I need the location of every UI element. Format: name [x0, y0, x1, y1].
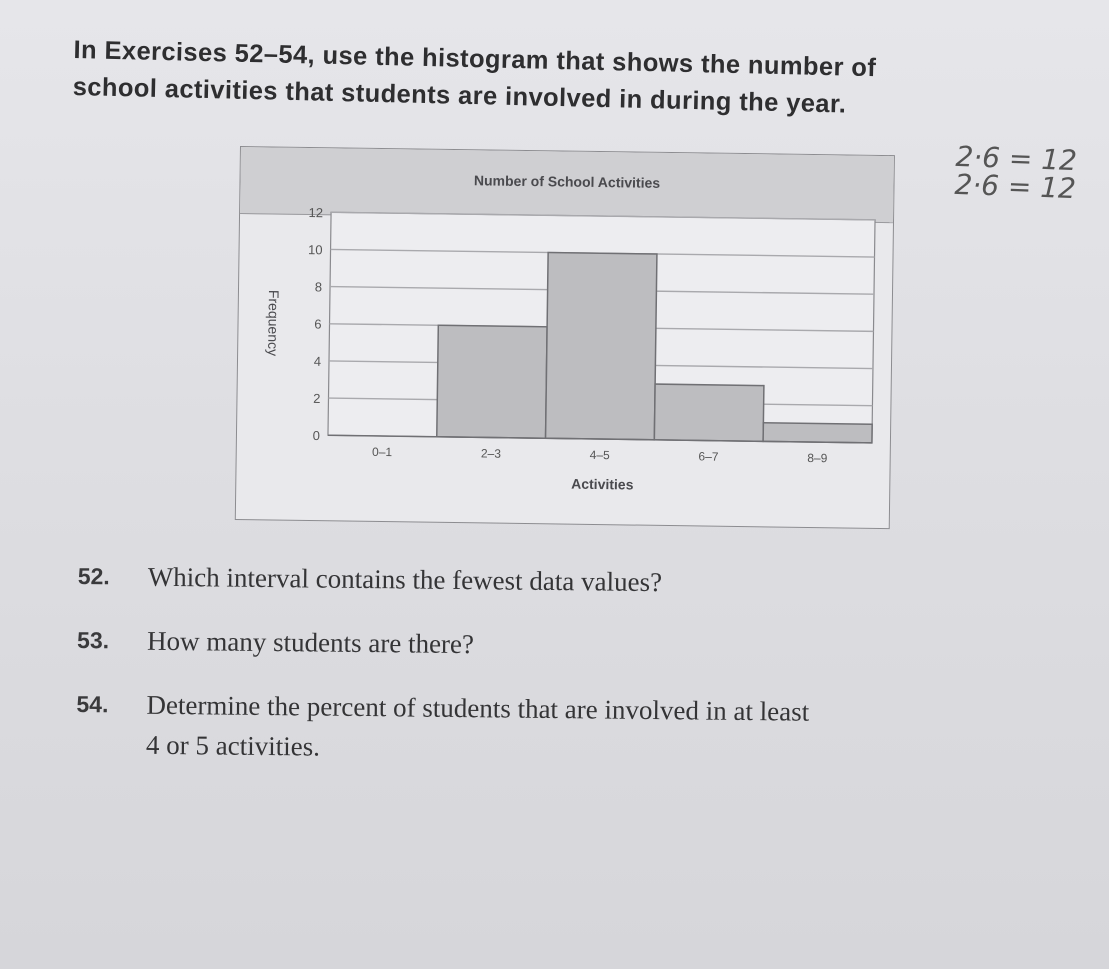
y-tick-label: 8 [314, 279, 323, 295]
x-tick-label: 6–7 [698, 449, 719, 464]
handwritten-line-2: 2·6 = 12 [953, 167, 1077, 206]
question-53 [77, 620, 1067, 670]
y-tick-label: 0 [312, 428, 321, 444]
histogram-figure [235, 146, 895, 529]
intro-line-2: school activities that students are involved in during the year. [72, 72, 847, 119]
y-tick-label: 2 [313, 390, 321, 406]
question-text-line-1: Determine the percent of students that are involved in at least [146, 689, 810, 727]
question-text: How many students are there? [146, 625, 475, 660]
handwritten-line-1: 2·6 = 12 [954, 139, 1078, 178]
x-axis-label: Activities [571, 475, 634, 493]
intro-line-1: In Exercises 52–54, use the histogram that shows the number of [73, 35, 877, 83]
question-list [76, 556, 1068, 798]
question-text-line-2: 4 or 5 activities. [145, 729, 321, 762]
handwritten-note [953, 139, 1078, 206]
question-54 [76, 684, 1067, 774]
chart-title: Number of School Activities [473, 172, 661, 191]
question-52 [78, 556, 1068, 606]
x-tick-label: 8–9 [807, 450, 828, 466]
histogram-bar [437, 325, 547, 438]
y-axis-label: Frequency [265, 289, 282, 357]
question-number: 52. [77, 562, 110, 590]
y-tick-label: 4 [313, 353, 322, 369]
histogram-bar [654, 384, 764, 441]
x-tick-label: 2–3 [480, 446, 502, 461]
x-tick-label: 4–5 [589, 447, 610, 463]
x-tick-label: 0–1 [372, 444, 393, 460]
question-number: 53. [76, 626, 110, 654]
y-tick-label: 10 [307, 242, 323, 258]
histogram-bar [546, 252, 657, 439]
question-text: Which interval contains the fewest data values? [147, 561, 663, 598]
exercise-intro [72, 32, 1083, 129]
histogram-chart [236, 147, 893, 527]
question-text [146, 685, 1067, 775]
question-number: 54. [76, 690, 109, 718]
y-tick-label: 12 [308, 204, 324, 221]
histogram-bar [763, 423, 872, 443]
y-tick-label: 6 [314, 316, 322, 332]
